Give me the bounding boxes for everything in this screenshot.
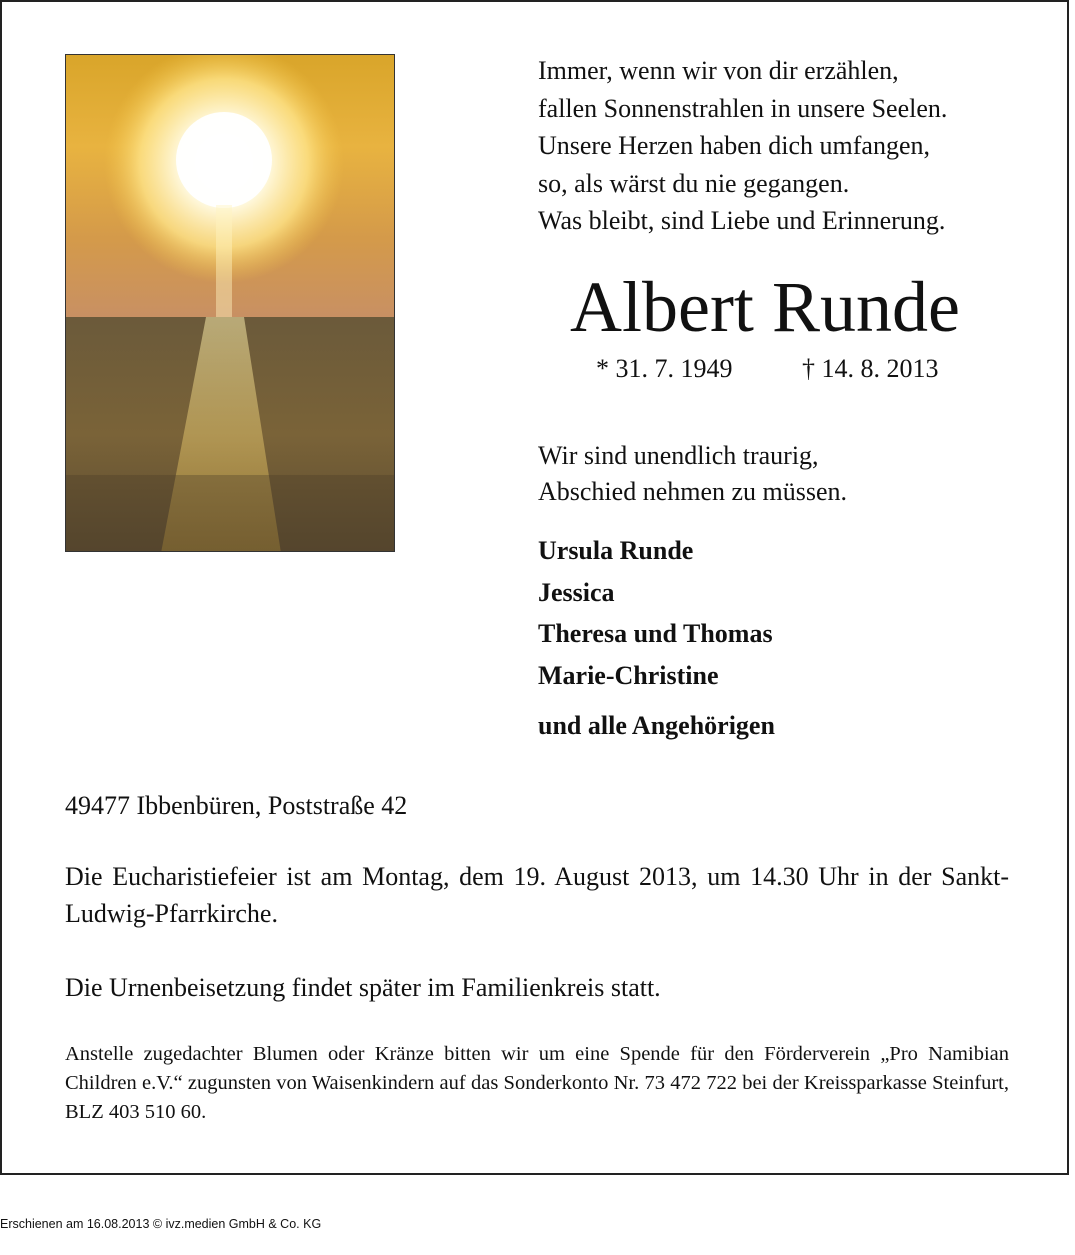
sunset-photo bbox=[65, 54, 395, 552]
poem-line: so, als wärst du nie gegangen. bbox=[538, 168, 850, 198]
grief-statement bbox=[538, 438, 847, 510]
mass-announcement: Die Eucharistiefeier ist am Montag, dem 19. August 2013, um 14.30 Uhr in der Sankt-Ludwig-Pfarrkirche. bbox=[65, 862, 1009, 928]
poem-line: Unsere Herzen haben dich umfangen, bbox=[538, 131, 930, 160]
relatives-line: und alle Angehörigen bbox=[538, 711, 775, 740]
poem bbox=[538, 52, 1018, 240]
deceased-name: Albert Runde bbox=[570, 267, 960, 347]
birth-date: * 31. 7. 1949 bbox=[596, 354, 733, 383]
poem-line: fallen Sonnenstrahlen in unsere Seelen. bbox=[538, 93, 948, 123]
grief-line: Abschied nehmen zu müssen. bbox=[538, 477, 848, 506]
mourner-name: Marie-Christine bbox=[538, 660, 719, 690]
mourner-name: Ursula Runde bbox=[538, 536, 694, 565]
sunset-over-sea-image bbox=[66, 55, 395, 552]
grief-line: Wir sind unendlich traurig, bbox=[538, 441, 819, 470]
address: 49477 Ibbenbüren, Poststraße 42 bbox=[65, 791, 408, 820]
death-date: † 14. 8. 2013 bbox=[802, 354, 939, 383]
mourner-name: Theresa und Thomas bbox=[538, 619, 773, 648]
donation-request: Anstelle zugedachter Blumen oder Kränze bitten wir um eine Spende für den Förderverein „Pro Namibian Children e.V.“ zugunsten von Waisenkindern auf das Sonderkonto Nr. 73 472 722 bei der Kreissparkasse Steinfurt, BLZ 403 510 60. bbox=[65, 1043, 1009, 1123]
poem-line: Was bleibt, sind Liebe und Erinnerung. bbox=[538, 206, 946, 235]
mourners-list bbox=[538, 530, 773, 696]
publication-footer: Erschienen am 16.08.2013 © ivz.medien GmbH & Co. KG bbox=[0, 1217, 322, 1231]
urn-burial-note: Die Urnenbeisetzung findet später im Familienkreis statt. bbox=[65, 973, 661, 1002]
mourner-name: Jessica bbox=[538, 577, 615, 607]
poem-line: Immer, wenn wir von dir erzählen, bbox=[538, 56, 899, 85]
